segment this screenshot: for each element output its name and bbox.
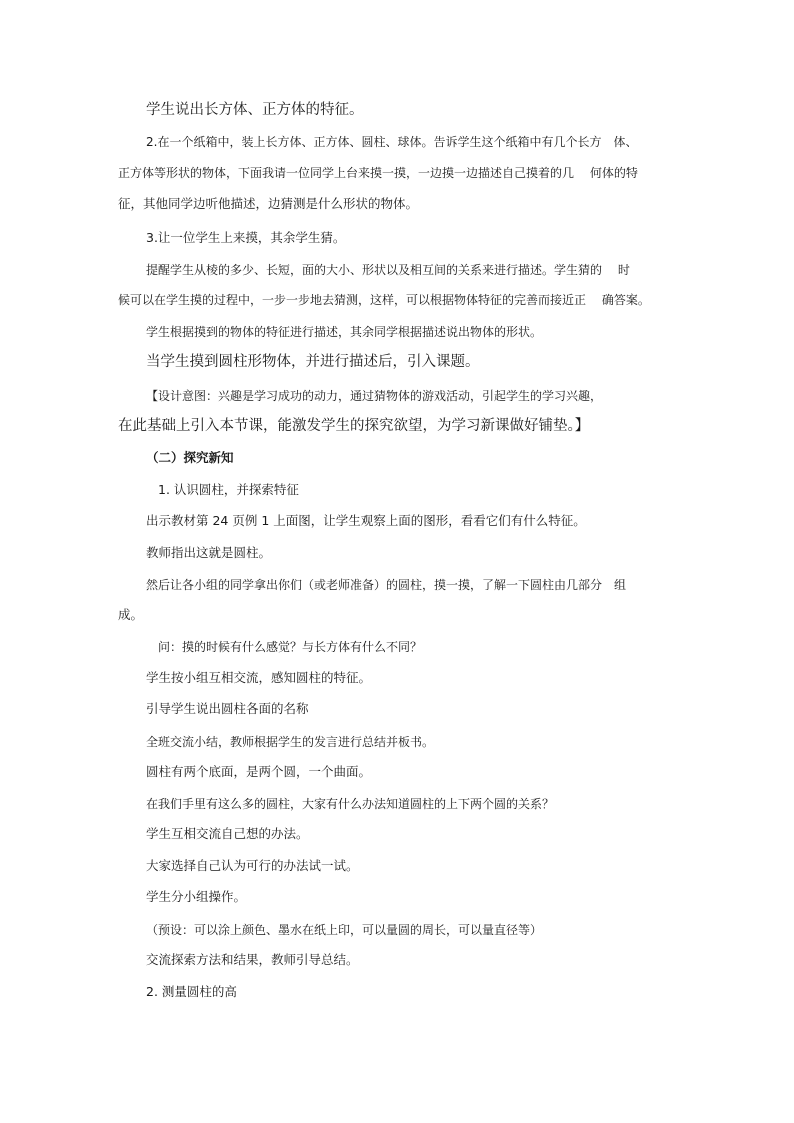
subsection-heading: 2. 测量圆柱的高	[146, 984, 237, 999]
paragraph-line: 然后让各小组的同学拿出你们（或老师准备）的圆柱，摸一摸，了解一下圆柱由几部分 组	[146, 578, 627, 592]
paragraph-line: 正方体等形状的物体，下面我请一位同学上台来摸一摸，一边摸一边描述自己摸着的几 何体的特	[118, 166, 638, 180]
paragraph-line: 3.让一位学生上来摸，其余学生猜。	[146, 230, 346, 245]
paragraph-line: 教师指出这就是圆柱。	[146, 545, 272, 560]
paragraph-line: 提醒学生从棱的多少、长短，面的大小、形状以及相互间的关系来进行描述。学生猜的 时	[146, 263, 630, 277]
design-intent-line: 在此基础上引入本节课，能激发学生的探究欲望，为学习新课做好铺垫。】	[118, 418, 590, 434]
paragraph-line: 2.在一个纸箱中，装上长方体、正方体、圆柱、球体。告诉学生这个纸箱中有几个长方 体、	[146, 135, 638, 149]
section-heading: （二）探究新知	[146, 450, 234, 465]
paragraph-line: 学生互相交流自己想的办法。	[146, 826, 309, 841]
paragraph-line: 学生分小组操作。	[146, 889, 247, 904]
paragraph-line: 学生说出长方体、正方体的特征。	[146, 102, 364, 118]
paragraph-line: 交流探索方法和结果，教师引导总结。	[146, 952, 359, 967]
design-intent-line: 【设计意图：兴趣是学习成功的动力，通过猜物体的游戏活动，引起学生的学习兴趣，	[146, 389, 603, 403]
paragraph-line: 大家选择自己认为可行的办法试一试。	[146, 858, 359, 873]
paragraph-line: 圆柱有两个底面，是两个圆，一个曲面。	[146, 764, 372, 779]
paragraph-line: （预设：可以涂上颜色、墨水在纸上印，可以量圆的周长，可以量直径等）	[146, 923, 543, 937]
paragraph-line: 出示教材第 24 页例 1 上面图，让学生观察上面的图形，看看它们有什么特征。	[146, 513, 586, 528]
subsection-heading: 1. 认识圆柱，并探索特征	[158, 482, 299, 497]
paragraph-line: 问：摸的时候有什么感觉？与长方体有什么不同？	[158, 640, 423, 654]
paragraph-line: 全班交流小结，教师根据学生的发言进行总结并板书。	[146, 735, 435, 749]
paragraph-line: 成。	[118, 607, 144, 622]
paragraph-line: 引导学生说出圆柱各面的名称	[146, 701, 309, 716]
paragraph-line: 候可以在学生摸的过程中，一步一步地去猜测，这样，可以根据物体特征的完善而接近正 确答案。	[118, 293, 650, 307]
paragraph-line: 在我们手里有这么多的圆柱，大家有什么办法知道圆柱的上下两个圆的关系？	[146, 797, 555, 811]
paragraph-line: 学生按小组互相交流，感知圆柱的特征。	[146, 670, 372, 685]
paragraph-line: 当学生摸到圆柱形物体，并进行描述后，引入课题。	[146, 354, 480, 370]
paragraph-line: 征，其他同学边听他描述，边猜测是什么形状的物体。	[118, 196, 419, 211]
paragraph-line: 学生根据摸到的物体的特征进行描述，其余同学根据描述说出物体的形状。	[146, 325, 543, 339]
